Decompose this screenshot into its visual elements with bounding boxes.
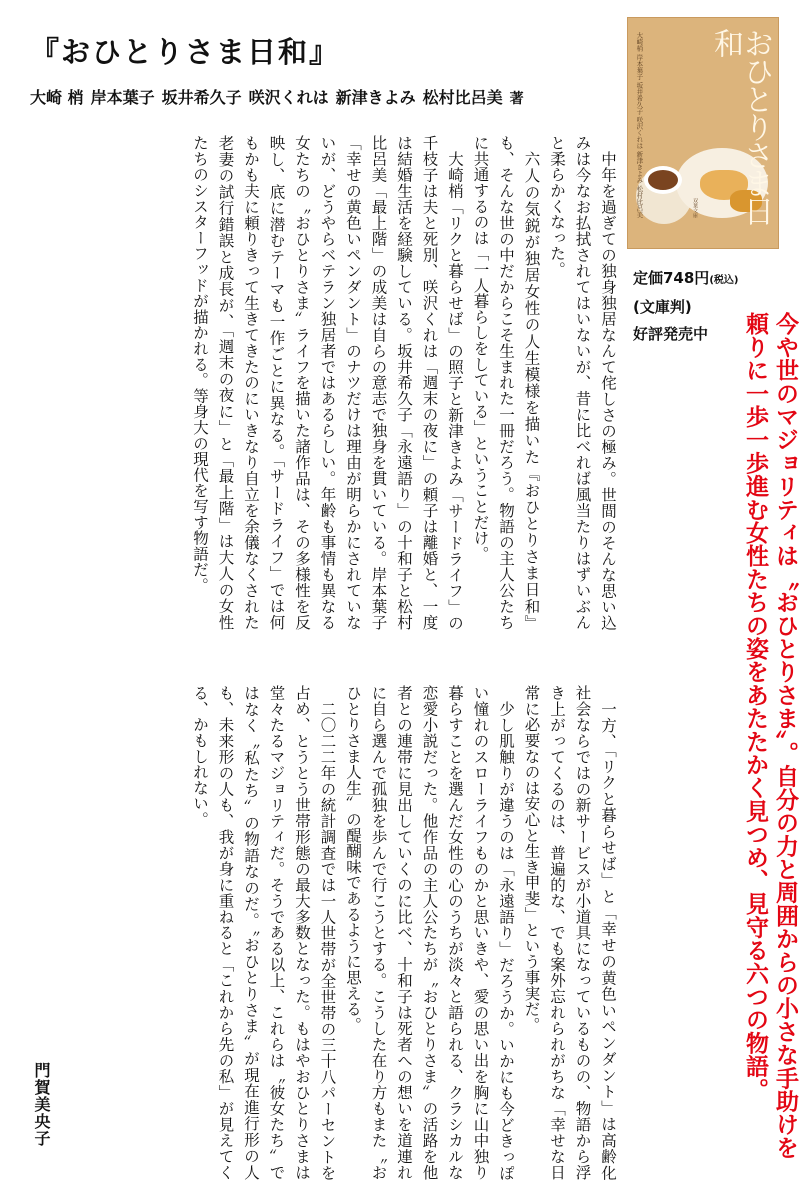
author-name: 松村比呂美 <box>422 88 503 107</box>
paragraph: 二〇二二年の統計調査では一人世帯が全世帯の三十八パーセントを占め、とうとう世帯形態の最大多数となった。もはやおひとりさまは堂々たるマジョリティだ。そうである以上、これらは〝彼女たち〟ではなく〝私たち〟の物語なのだ。〝おひとりさま〟が現在進行形の人も、未来形の人も、我が身に重ねると「これから先の私」が見えてくる、かもしれない。 <box>191 685 337 1180</box>
book-cover-image <box>627 17 779 249</box>
review-body-bottom <box>20 685 620 1180</box>
cover-title: おひとりさま日和 <box>708 28 773 224</box>
author-name: 大崎 梢 <box>30 88 84 107</box>
author-name: 岸本葉子 <box>90 88 155 107</box>
article-header <box>30 30 600 108</box>
book-title: 『おひとりさま日和』 <box>30 35 341 69</box>
format-label: (文庫判) <box>633 298 692 316</box>
author-name: 新津きよみ <box>335 88 416 107</box>
paragraph: 一方、「リクと暮らせば」と「幸せの黄色いペンダント」は高齢化社会ならではの新サービスが小道具になっているものの、物語から浮き上がってくるのは、普遍的な、でも案外忘れられがちな「幸せな日常に必要なのは安心と生き甲斐」という事実だ。 <box>522 685 617 1180</box>
price-tax-note: (税込) <box>709 275 739 286</box>
author-name: 咲沢くれは <box>248 88 329 107</box>
author-list <box>30 85 600 108</box>
paragraph: 中年を過ぎての独身独居なんて侘しさの極み。世間のそんな思い込みは今なお払拭されてはいないが、昔に比べれば風当たりはずいぶんと柔らかくなった。 <box>548 135 617 630</box>
review-body-top <box>20 135 620 630</box>
paragraph: 六人の気鋭が独居女性の人生模様を描いた『おひとりさま日和』も、そんな世の中だからこそ生まれた一冊だろう。物語の主人公たちに共通するのは「一人暮らしをしている」ということだけ。 <box>471 135 541 630</box>
cover-teacup-illustration <box>644 166 682 194</box>
availability-label: 好評発売中 <box>633 325 709 343</box>
paragraph: 少し肌触りが違うのは「永遠語り」だろうか。いかにも今どきっぽい憧れのスローライフものかと思いきや、愛の思い出を胸に山中独り暮らすことを選んだ女性の心のうちが淡々と語られる、クラシカルな恋愛小説だった。他作品の主人公たちが〝おひとりさま〟の活路を他者との連帯に見出していくのに比べ、十和子は死者への想いを道連れに自ら選んで孤独を歩んで行こうとする。こうした在り方もまた〝おひとりさま人生〟の醍醐味であるように思える。 <box>344 685 515 1180</box>
catch-copy: 今や世のマジョリティは〝おひとりさま〟。自分の力と周囲からの小さな手助けを頼りに一歩一歩進む女性たちの姿をあたたかく見つめ、見守る六つの物語。 <box>742 312 798 1159</box>
paragraph: 大崎梢「リクと暮らせば」の照子と新津きよみ「サードライフ」の千枝子は夫と死別、咲沢くれは「週末の夜に」の頼子は離婚と、一度は結婚生活を経験している。坂井希久子「永遠語り」の十和子と松村比呂美「最上階」の成美は自らの意志で独身を貫いている。岸本葉子「幸せの黄色いペンダント」のナツだけは理由が明らかにされていないが、どうやらベテラン独居者ではあるらしい。年齢も事情も異なる女たちの〝おひとりさま〟ライフを描いた諸作品は、その多様性を反映し、底に潜むテーマも一作ごとに異なる。「サードライフ」では何もかも夫に頼りきって生きてきたのにいきなり自立を余儀なくされた老妻の試行錯誤と成長が、「週末の夜に」と「最上階」は大人の女性たちのシスターフッドが描かれる。等身大の現代を写す物語だ。 <box>191 135 464 630</box>
reviewer-byline: 門賀美央子 <box>32 1062 51 1147</box>
price-value: 定価748円 <box>633 269 710 287</box>
author-name: 坂井希久子 <box>161 88 242 107</box>
cover-authors: 大崎梢 岸本葉子 坂井希久子 咲沢くれは 新津きよみ 松村比呂美 <box>635 32 644 218</box>
author-suffix: 著 <box>509 91 524 107</box>
cover-publisher: 双葉文庫 <box>692 198 698 218</box>
